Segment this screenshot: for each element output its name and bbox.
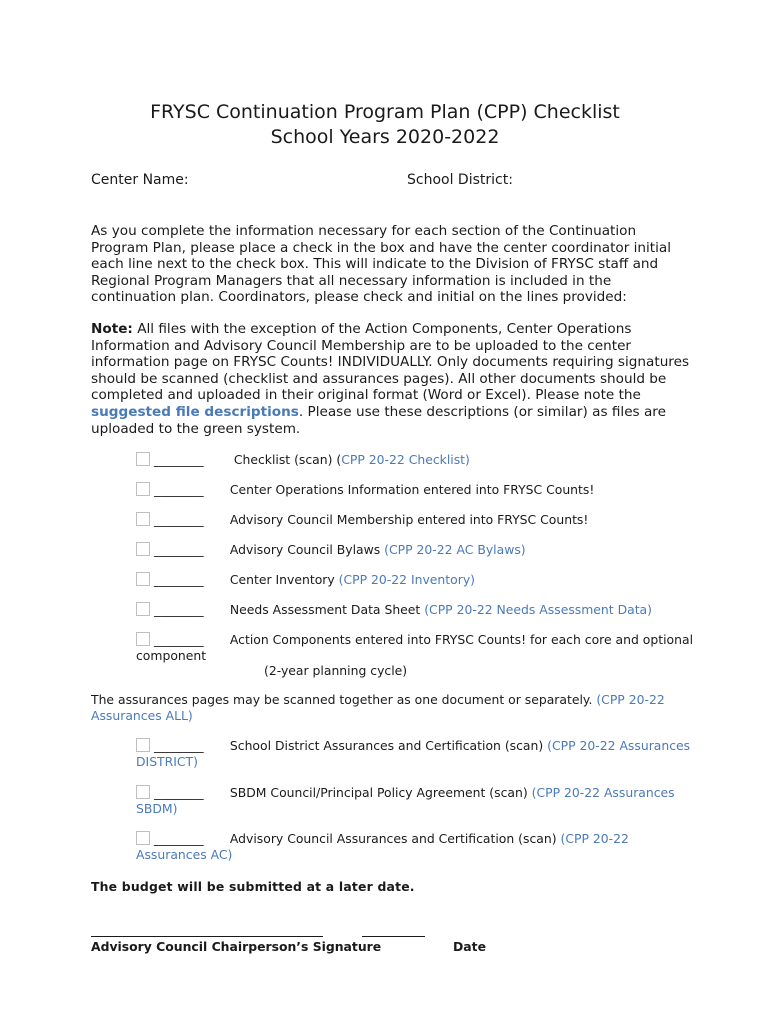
checkbox[interactable] <box>136 512 150 526</box>
checkbox[interactable] <box>136 632 150 646</box>
item-link[interactable]: (CPP 20-22 Needs Assessment Data) <box>424 602 652 617</box>
checkbox[interactable] <box>136 831 150 845</box>
assurances-intro-text: The assurances pages may be scanned together as one document or separately. <box>91 692 597 707</box>
checkbox[interactable] <box>136 738 150 752</box>
assurances-intro <box>91 692 691 723</box>
checkbox[interactable] <box>136 452 150 466</box>
assurance-item-sbdm <box>136 785 696 816</box>
item-link[interactable]: (CPP 20-22 Assurances AC) <box>136 831 629 862</box>
checkbox[interactable] <box>136 785 150 799</box>
checkbox[interactable] <box>136 572 150 586</box>
assurances-all-link[interactable]: (CPP 20-22 Assurances ALL) <box>91 692 665 723</box>
checklist-item-checklist <box>136 452 696 468</box>
checkbox[interactable] <box>136 602 150 616</box>
item-sub-label: (2-year planning cycle) <box>264 663 408 678</box>
item-link[interactable]: CPP 20-22 Checklist <box>341 452 466 467</box>
page-title <box>0 100 770 150</box>
assurance-item-district <box>136 738 696 769</box>
intro-paragraph: As you complete the information necessary for each section of the Continuation Program Plan, please place a check in the box and have the center coordinator initial each line next to the check box. This will indicate to the Division of FRYSC staff and Regional Program Managers that all necessary information is included in the continuation plan. Coordinators, please check and initial on the lines provided: <box>91 223 672 306</box>
initial-line[interactable]: ________ <box>154 512 204 527</box>
initial-line[interactable]: ________ <box>154 785 204 800</box>
item-label: SBDM Council/Principal Policy Agreement (scan) <box>229 785 532 800</box>
budget-note: The budget will be submitted at a later date. <box>91 879 415 894</box>
item-link[interactable]: (CPP 20-22 AC Bylaws) <box>384 542 526 557</box>
item-label: Advisory Council Assurances and Certification (scan) <box>229 831 561 846</box>
school-district-label: School District: <box>407 172 513 188</box>
note-text-after: . Please use these descriptions (or similar) as files are uploaded to the green system. <box>91 403 666 437</box>
initial-line[interactable]: ________ <box>154 452 204 467</box>
note-label: Note: <box>91 321 133 337</box>
checkbox[interactable] <box>136 482 150 496</box>
item-label: Checklist (scan) ( <box>233 452 342 467</box>
item-label: Advisory Council Bylaws <box>229 542 385 557</box>
item-label: Advisory Council Membership entered into FRYSC Counts! <box>229 512 589 527</box>
item-label: Center Operations Information entered into FRYSC Counts! <box>229 482 595 497</box>
title-line-2: School Years 2020-2022 <box>270 126 500 148</box>
item-link[interactable]: (CPP 20-22 Inventory) <box>338 572 475 587</box>
checklist-item-center-operations <box>136 482 696 498</box>
checklist-item-action-components <box>136 632 696 679</box>
item-label: Needs Assessment Data Sheet <box>229 602 425 617</box>
signature-label: Advisory Council Chairperson’s Signature <box>91 939 382 954</box>
item-link-suffix: ) <box>465 452 470 467</box>
checklist-item-advisory-bylaws <box>136 542 696 558</box>
initial-line[interactable]: ________ <box>154 602 204 617</box>
date-line[interactable] <box>362 926 425 937</box>
initial-line[interactable]: ________ <box>154 831 204 846</box>
title-line-1: FRYSC Continuation Program Plan (CPP) Checklist <box>150 101 620 123</box>
item-label: Center Inventory <box>229 572 339 587</box>
initial-line[interactable]: ________ <box>154 572 204 587</box>
item-label: Action Components entered into FRYSC Counts! for each core and optional component <box>136 632 694 663</box>
item-link[interactable]: (CPP 20-22 Assurances DISTRICT) <box>136 738 691 769</box>
suggested-file-descriptions-link[interactable]: suggested file descriptions <box>91 403 299 420</box>
signature-line[interactable] <box>91 926 323 937</box>
initial-line[interactable]: ________ <box>154 482 204 497</box>
item-link[interactable]: (CPP 20-22 Assurances SBDM) <box>136 785 675 816</box>
checklist-item-needs-assessment <box>136 602 696 618</box>
checkbox[interactable] <box>136 542 150 556</box>
item-label: School District Assurances and Certification (scan) <box>229 738 548 753</box>
initial-line[interactable]: ________ <box>154 632 204 647</box>
center-name-label: Center Name: <box>91 172 189 188</box>
note-text-before: All files with the exception of the Action Components, Center Operations Information and Advisory Council Membership are to be uploaded to the center information page on FRYSC Counts! INDIVIDUALLY. Only documents requiring signatures should be scanned (checklist and assurances pages). All other documents should be completed and uploaded in their original format (Word or Excel). Please note the <box>91 321 690 404</box>
note-paragraph <box>91 321 691 437</box>
date-label: Date <box>453 939 486 954</box>
checklist-item-center-inventory <box>136 572 696 588</box>
initial-line[interactable]: ________ <box>154 542 204 557</box>
checklist-item-advisory-membership <box>136 512 696 528</box>
initial-line[interactable]: ________ <box>154 738 204 753</box>
assurance-item-advisory-council <box>136 831 696 862</box>
